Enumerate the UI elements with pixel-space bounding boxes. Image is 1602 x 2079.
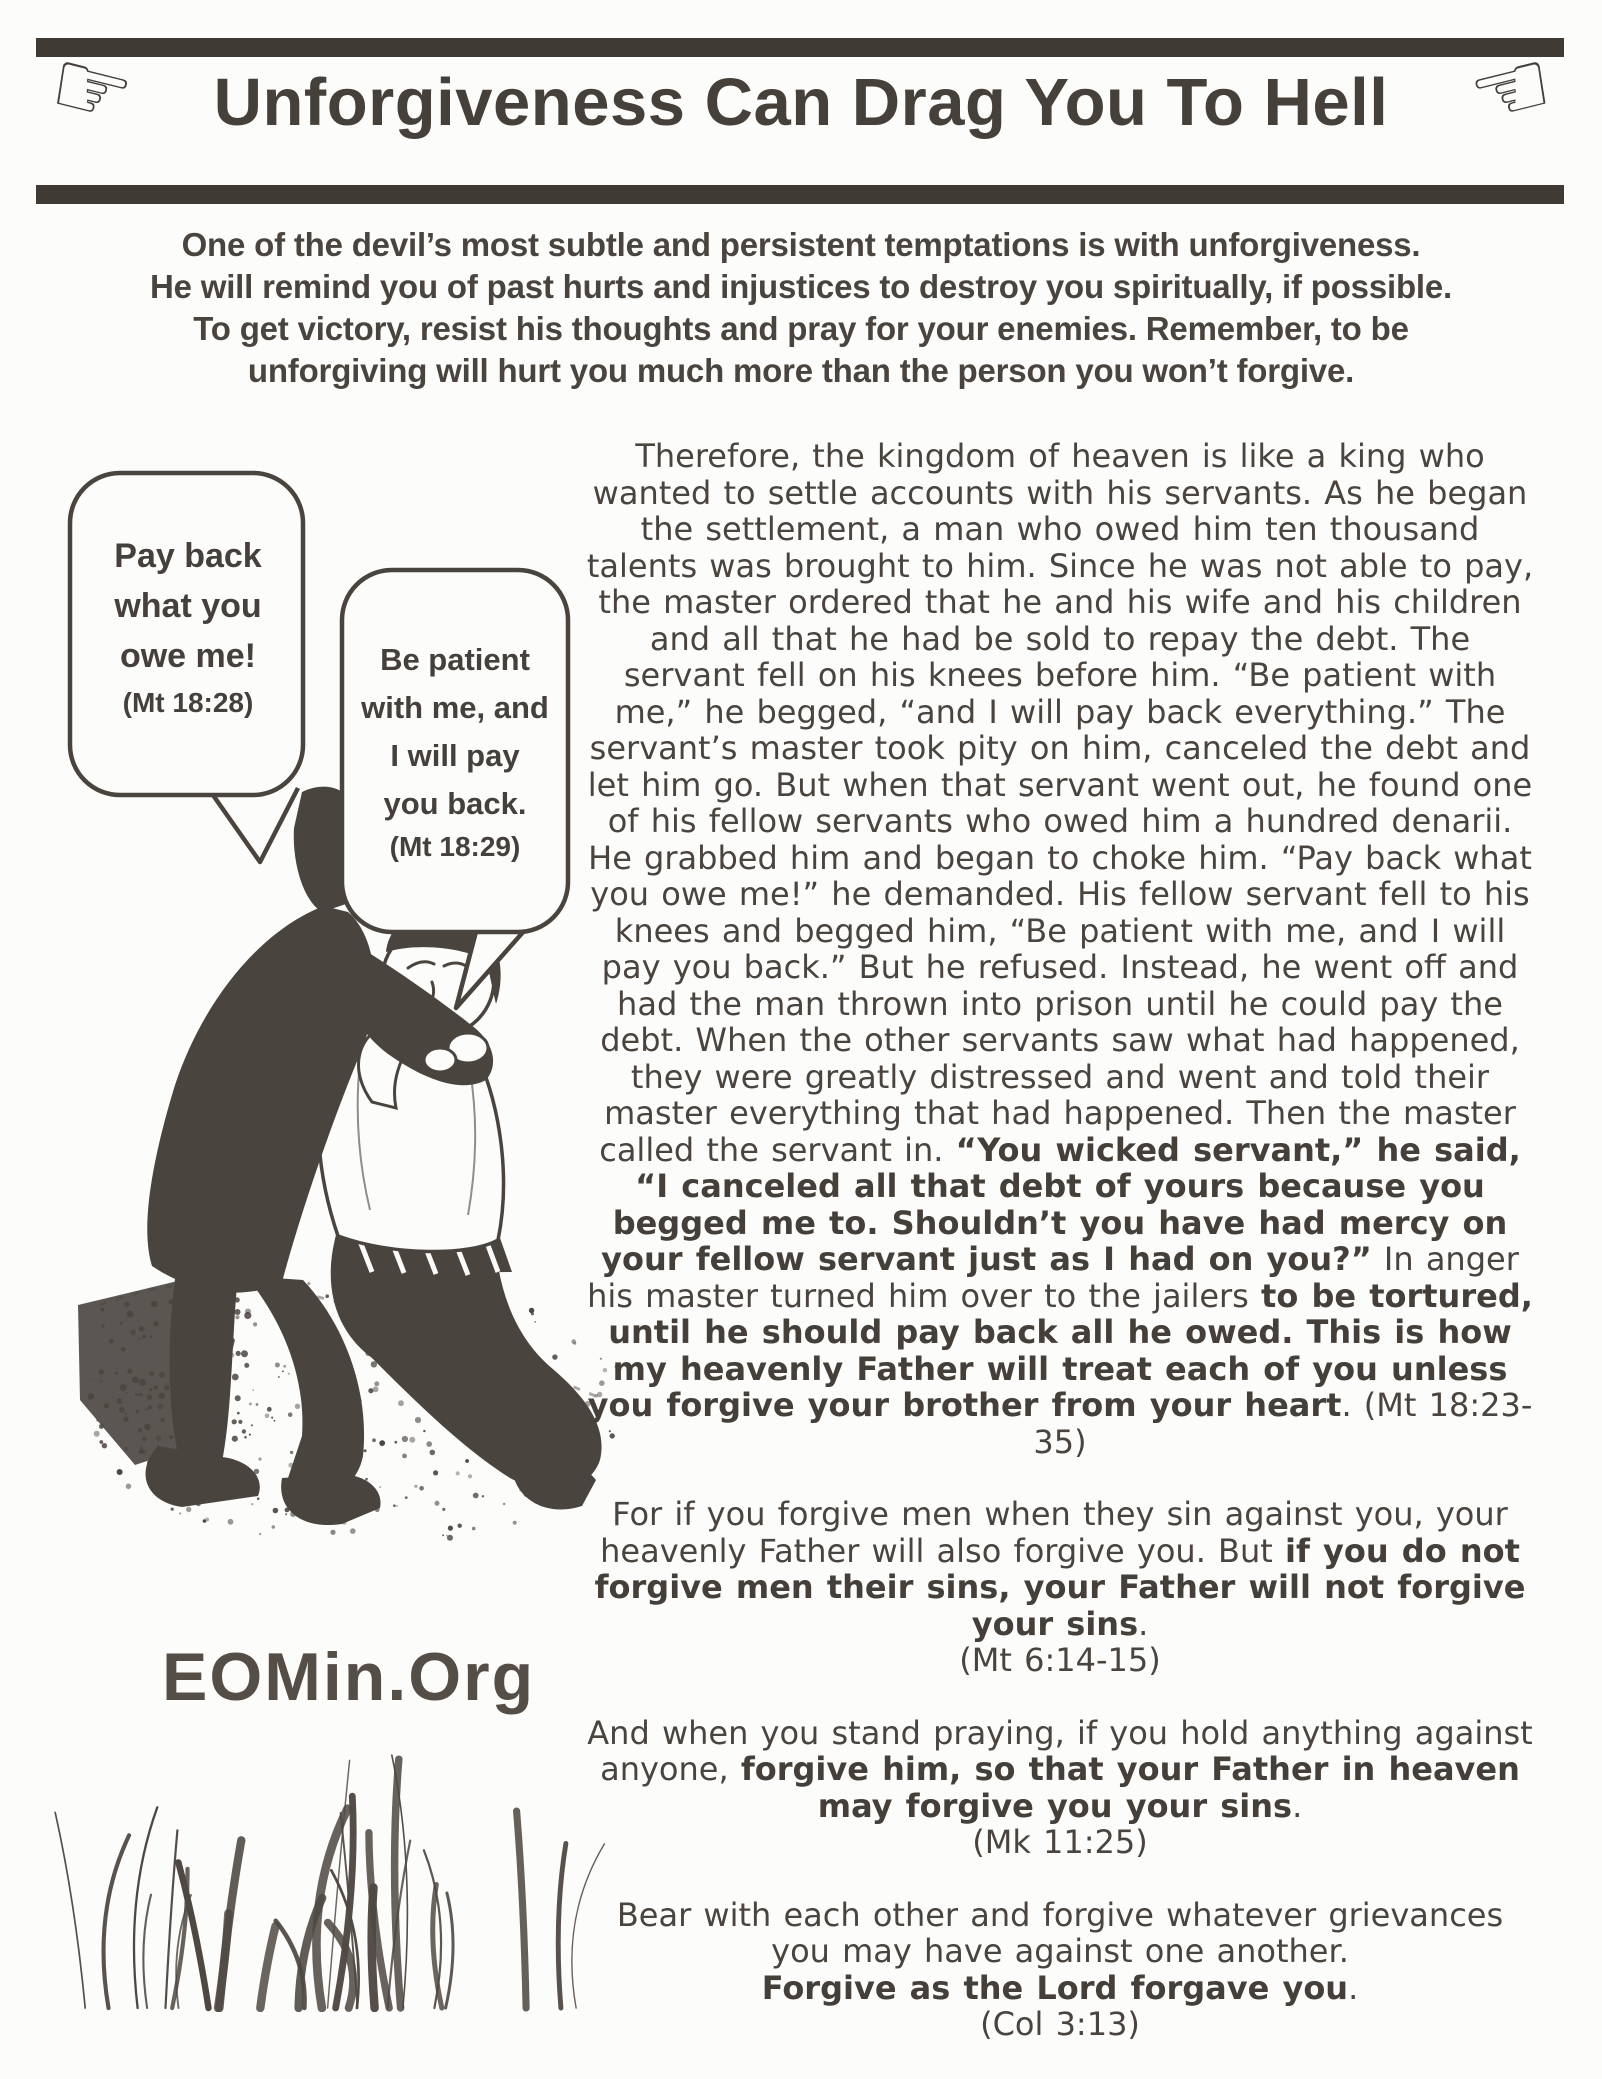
- intro-line: unforgiving will hurt you much more than the person you won’t forgive.: [247, 352, 1355, 389]
- text-segment: . (Mt 18:23-35): [1033, 1386, 1533, 1461]
- speech-bubble-ref: (Mt 18:28): [122, 687, 254, 718]
- text-segment: if you do not forgive men their sins, your Father will not forgive your sins: [594, 1531, 1526, 1643]
- text-segment: “You wicked servant,” he said, “I canceled all that debt of yours because you begged me to. Shouldn’t you have had mercy on your fellow servant just as I had on you?”: [601, 1130, 1521, 1278]
- website-watermark: EOMin.Org: [162, 1639, 536, 1715]
- flames-art: [45, 1722, 625, 2012]
- intro-paragraph: [0, 224, 1602, 392]
- intro-line: One of the devil’s most subtle and persistent temptations is with unforgiveness.: [181, 226, 1421, 263]
- scripture-column: [585, 438, 1535, 2079]
- text-segment: . (Mt 6:14-15): [959, 1604, 1161, 1679]
- speech-bubble-line: owe me!: [119, 637, 257, 675]
- divider-bar-top: [36, 38, 1564, 57]
- choking-illustration: [40, 460, 620, 2020]
- speech-bubble-line: Be patient: [380, 642, 530, 677]
- text-segment: to be tortured, until he should pay back all he owed. This is how my heavenly Father will treat each of you unless you forgive your brother from your heart: [587, 1276, 1533, 1424]
- scripture-paragraph: [585, 1715, 1535, 1861]
- scripture-paragraph: [585, 1897, 1535, 2043]
- intro-line: He will remind you of past hurts and injustices to destroy you spiritually, if possible.: [149, 268, 1452, 305]
- speech-bubble-1: [70, 473, 303, 862]
- scripture-paragraph: [585, 1496, 1535, 1679]
- text-segment: . (Col 3:13): [980, 1968, 1359, 2043]
- text-segment: Therefore, the kingdom of heaven is like a king who wanted to settle accounts with his servants. As he began the settlement, a man who owed him ten thousand talents was brought to him. Since he was not able to pay, the master ordered that he and his wife and his children and all that he had be sold to repay the debt. The servant fell on his knees before him. “Be patient with me,” he begged, “and I will pay back everything.” The servant’s master took pity on him, canceled the debt and let him go. But when that servant went out, he found one of his fellow servants who owed him a hundred denarii. He grabbed him and began to choke him. “Pay back what you owe me!” he demanded. His fellow servant fell to his knees and begged him, “Be patient with me, and I will pay you back.” But he refused. Instead, he went off and had the man thrown into prison until he could pay the debt. When the other servants saw what had happened, they were greatly distressed and went and told their master everything that had happened. Then the master called the servant in.: [586, 437, 1534, 1169]
- text-segment: And when you stand praying, if you hold anything against anyone,: [587, 1713, 1533, 1788]
- speech-bubble-line: I will pay: [390, 738, 520, 773]
- illustration-art: [40, 460, 620, 1580]
- bubble-tail: [208, 788, 298, 862]
- text-segment: Bear with each other and forgive whatever grievances you may have against one another.: [616, 1895, 1504, 1970]
- scripture-paragraph: [585, 438, 1535, 1460]
- divider-bar-middle: [36, 185, 1564, 204]
- text-segment: Forgive as the Lord forgave you: [761, 1968, 1349, 2007]
- text-segment: In anger his master turned him over to the jailers: [587, 1240, 1519, 1315]
- speech-bubble-line: what you: [114, 587, 262, 625]
- speech-bubble-line: Pay back: [114, 537, 262, 575]
- pointing-hand-icon-left: ☞: [38, 27, 145, 152]
- text-segment: forgive him, so that your Father in heaven may forgive you your sins: [740, 1750, 1520, 1825]
- text-segment: . (Mk 11:25): [972, 1786, 1303, 1861]
- speech-bubble-line: you back.: [383, 786, 527, 821]
- pointing-hand-icon-right: ☜: [1457, 27, 1564, 152]
- speech-bubble-line: with me, and: [361, 690, 549, 725]
- speech-bubble-ref: (Mt 18:29): [389, 831, 521, 862]
- page-title: Unforgiveness Can Drag You To Hell: [213, 65, 1389, 140]
- intro-line: To get victory, resist his thoughts and pray for your enemies. Remember, to be: [193, 310, 1409, 347]
- text-segment: For if you forgive men when they sin against you, your heavenly Father will also forgive you. But: [600, 1495, 1508, 1570]
- choking-hand: [424, 1048, 456, 1072]
